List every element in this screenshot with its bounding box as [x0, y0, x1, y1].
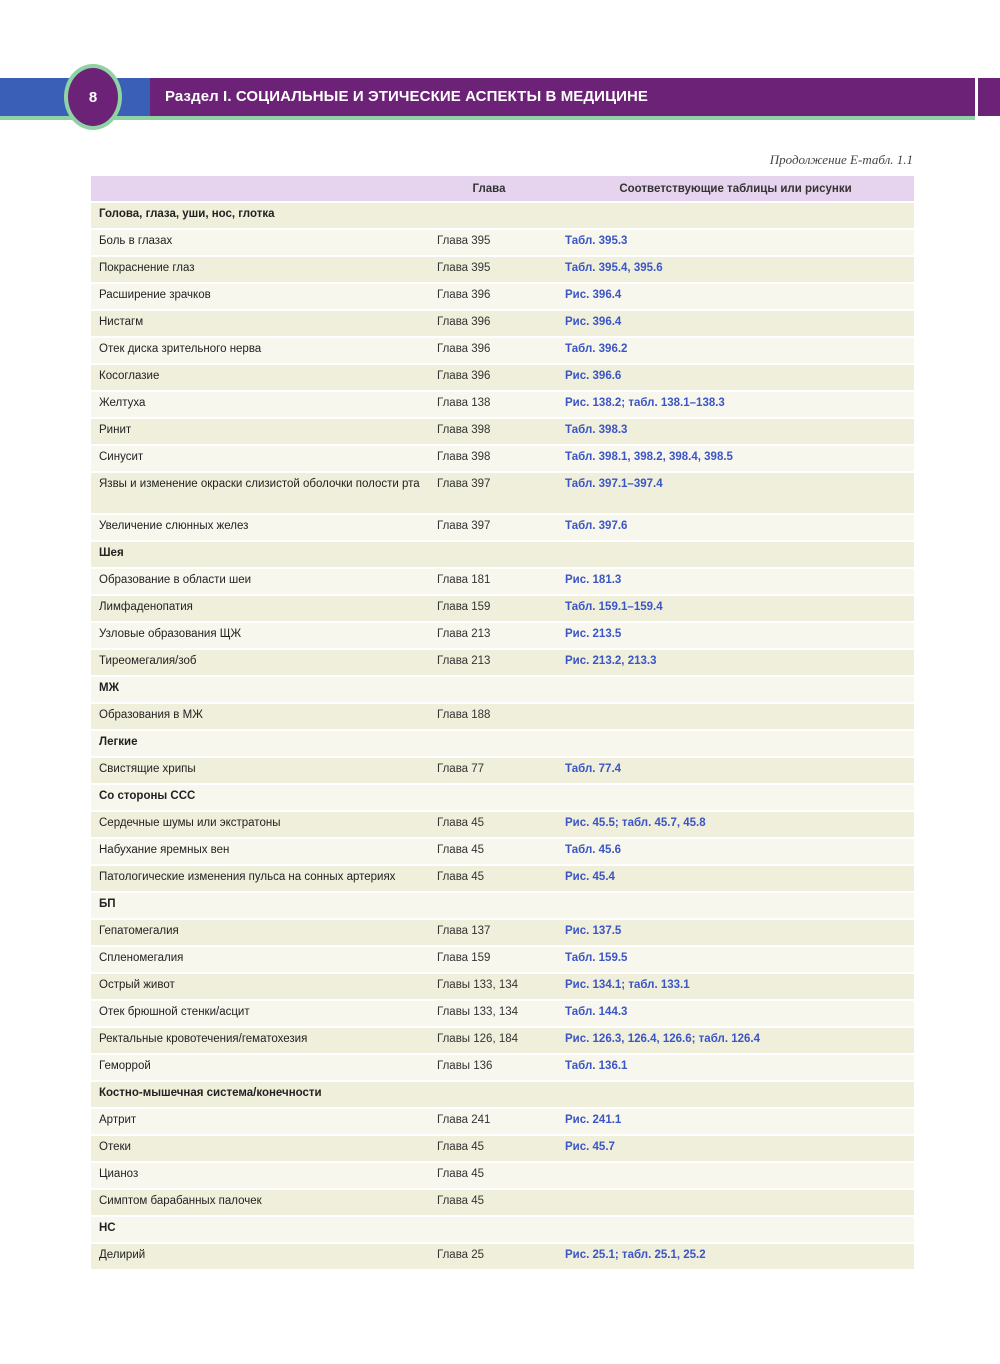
- table-row: [91, 1028, 914, 1053]
- chapter-cell: Глава 45: [429, 1190, 557, 1215]
- symptom-cell: Цианоз: [91, 1163, 429, 1188]
- chapter-cell: Глава 395: [429, 230, 557, 255]
- table-row: [91, 704, 914, 729]
- chapter-cell: Глава 396: [429, 365, 557, 390]
- column-header-chapter: Глава: [429, 176, 557, 201]
- table-row: [91, 596, 914, 621]
- section-row: [91, 731, 914, 756]
- chapter-cell: Глава 138: [429, 392, 557, 417]
- section-label: НС: [91, 1217, 914, 1242]
- chapter-cell: Глава 45: [429, 839, 557, 864]
- symptom-cell: Расширение зрачков: [91, 284, 429, 309]
- chapter-cell: Глава 45: [429, 812, 557, 837]
- table-body: [91, 203, 914, 1269]
- references-cell: Табл. 136.1: [557, 1055, 914, 1080]
- section-row: [91, 785, 914, 810]
- table-row: [91, 812, 914, 837]
- chapter-cell: Глава 45: [429, 1136, 557, 1161]
- symptom-cell: Набухание яремных вен: [91, 839, 429, 864]
- section-label: Со стороны ССС: [91, 785, 914, 810]
- table-row: [91, 569, 914, 594]
- symptom-cell: Патологические изменения пульса на сонных артериях: [91, 866, 429, 891]
- symptom-cell: Ринит: [91, 419, 429, 444]
- chapter-cell: Глава 77: [429, 758, 557, 783]
- chapter-cell: Глава 398: [429, 419, 557, 444]
- chapter-cell: Глава 397: [429, 515, 557, 540]
- table-row: [91, 284, 914, 309]
- section-label: Голова, глаза, уши, нос, глотка: [91, 203, 914, 228]
- section-row: [91, 893, 914, 918]
- references-cell: Рис. 396.4: [557, 284, 914, 309]
- table-row: [91, 257, 914, 282]
- references-cell: Рис. 126.3, 126.4, 126.6; табл. 126.4: [557, 1028, 914, 1053]
- chapter-cell: Глава 159: [429, 947, 557, 972]
- references-cell: Рис. 45.4: [557, 866, 914, 891]
- chapter-cell: Глава 396: [429, 338, 557, 363]
- references-cell: Рис. 25.1; табл. 25.1, 25.2: [557, 1244, 914, 1269]
- table-row: [91, 515, 914, 540]
- table-row: [91, 839, 914, 864]
- table-caption: Продолжение E-табл. 1.1: [769, 152, 913, 167]
- symptom-cell: Образование в области шеи: [91, 569, 429, 594]
- symptom-cell: Гепатомегалия: [91, 920, 429, 945]
- symptom-cell: Увеличение слюнных желез: [91, 515, 429, 540]
- chapter-cell: Главы 133, 134: [429, 1001, 557, 1026]
- table-row: [91, 650, 914, 675]
- symptom-cell: Тиреомегалия/зоб: [91, 650, 429, 675]
- symptom-cell: Отек брюшной стенки/асцит: [91, 1001, 429, 1026]
- chapter-cell: Главы 133, 134: [429, 974, 557, 999]
- symptom-cell: Косоглазие: [91, 365, 429, 390]
- references-cell: Рис. 396.6: [557, 365, 914, 390]
- table-row: [91, 1163, 914, 1188]
- table-row: [91, 623, 914, 648]
- symptom-cell: Покраснение глаз: [91, 257, 429, 282]
- references-cell: Рис. 396.4: [557, 311, 914, 336]
- table-row: [91, 419, 914, 444]
- section-row: [91, 1082, 914, 1107]
- chapter-cell: Глава 25: [429, 1244, 557, 1269]
- references-cell: [557, 1163, 914, 1188]
- table-row: [91, 1109, 914, 1134]
- references-cell: Табл. 395.4, 395.6: [557, 257, 914, 282]
- symptom-cell: Отеки: [91, 1136, 429, 1161]
- chapter-cell: Глава 398: [429, 446, 557, 471]
- symptom-cell: Нистагм: [91, 311, 429, 336]
- chapter-cell: Глава 396: [429, 311, 557, 336]
- table-row: [91, 230, 914, 255]
- references-cell: Табл. 45.6: [557, 839, 914, 864]
- header-divider: [975, 78, 978, 120]
- symptom-cell: Симптом барабанных палочек: [91, 1190, 429, 1215]
- references-cell: Табл. 398.3: [557, 419, 914, 444]
- section-label: Шея: [91, 542, 914, 567]
- table-row: [91, 866, 914, 891]
- chapter-cell: Глава 397: [429, 473, 557, 513]
- table-row: [91, 1190, 914, 1215]
- references-cell: Рис. 45.7: [557, 1136, 914, 1161]
- section-row: [91, 677, 914, 702]
- table-row: [91, 974, 914, 999]
- chapter-cell: Глава 396: [429, 284, 557, 309]
- references-cell: Табл. 396.2: [557, 338, 914, 363]
- chapter-cell: Глава 188: [429, 704, 557, 729]
- references-cell: Табл. 398.1, 398.2, 398.4, 398.5: [557, 446, 914, 471]
- chapter-cell: Глава 137: [429, 920, 557, 945]
- symptom-cell: Геморрой: [91, 1055, 429, 1080]
- symptom-cell: Спленомегалия: [91, 947, 429, 972]
- symptom-cell: Ректальные кровотечения/гематохезия: [91, 1028, 429, 1053]
- references-cell: Рис. 241.1: [557, 1109, 914, 1134]
- references-cell: Рис. 181.3: [557, 569, 914, 594]
- section-label: Легкие: [91, 731, 914, 756]
- references-cell: Рис. 45.5; табл. 45.7, 45.8: [557, 812, 914, 837]
- symptom-cell: Делирий: [91, 1244, 429, 1269]
- chapter-cell: Главы 126, 184: [429, 1028, 557, 1053]
- table-row: [91, 338, 914, 363]
- table-header-row: [91, 176, 914, 201]
- section-row: [91, 1217, 914, 1242]
- references-cell: Рис. 213.2, 213.3: [557, 650, 914, 675]
- chapter-cell: Глава 45: [429, 1163, 557, 1188]
- symptom-cell: Язвы и изменение окраски слизистой оболочки полости рта: [91, 473, 429, 513]
- table-row: [91, 311, 914, 336]
- references-cell: Рис. 213.5: [557, 623, 914, 648]
- symptom-cell: Сердечные шумы или экстратоны: [91, 812, 429, 837]
- table-row: [91, 392, 914, 417]
- references-cell: [557, 704, 914, 729]
- symptom-cell: Боль в глазах: [91, 230, 429, 255]
- table-row: [91, 1055, 914, 1080]
- header-underline: [0, 116, 975, 120]
- section-label: БП: [91, 893, 914, 918]
- chapter-cell: Глава 395: [429, 257, 557, 282]
- section-title: Раздел I. СОЦИАЛЬНЫЕ И ЭТИЧЕСКИЕ АСПЕКТЫ В МЕДИЦИНЕ: [165, 88, 649, 105]
- references-cell: [557, 1190, 914, 1215]
- chapter-cell: Глава 181: [429, 569, 557, 594]
- references-cell: Табл. 395.3: [557, 230, 914, 255]
- symptom-cell: Желтуха: [91, 392, 429, 417]
- symptom-cell: Синусит: [91, 446, 429, 471]
- table-row: [91, 947, 914, 972]
- references-cell: Табл. 397.1–397.4: [557, 473, 914, 513]
- chapter-cell: Глава 213: [429, 623, 557, 648]
- references-cell: Табл. 159.5: [557, 947, 914, 972]
- references-cell: Рис. 138.2; табл. 138.1–138.3: [557, 392, 914, 417]
- section-row: [91, 542, 914, 567]
- table-row: [91, 758, 914, 783]
- symptom-table: [91, 174, 914, 1271]
- symptom-cell: Узловые образования ЩЖ: [91, 623, 429, 648]
- references-cell: Рис. 137.5: [557, 920, 914, 945]
- table-row: [91, 473, 914, 513]
- symptom-cell: Лимфаденопатия: [91, 596, 429, 621]
- chapter-cell: Глава 45: [429, 866, 557, 891]
- table-row: [91, 1001, 914, 1026]
- references-cell: Табл. 144.3: [557, 1001, 914, 1026]
- column-header-symptom: [91, 176, 429, 201]
- references-cell: Табл. 397.6: [557, 515, 914, 540]
- table-row: [91, 1136, 914, 1161]
- chapter-cell: Главы 136: [429, 1055, 557, 1080]
- references-cell: Табл. 77.4: [557, 758, 914, 783]
- symptom-cell: Артрит: [91, 1109, 429, 1134]
- symptom-cell: Свистящие хрипы: [91, 758, 429, 783]
- symptom-cell: Образования в МЖ: [91, 704, 429, 729]
- table-row: [91, 920, 914, 945]
- table-row: [91, 1244, 914, 1269]
- chapter-cell: Глава 241: [429, 1109, 557, 1134]
- column-header-references: Соответствующие таблицы или рисунки: [557, 176, 914, 201]
- page-number: 8: [64, 64, 122, 130]
- references-cell: Табл. 159.1–159.4: [557, 596, 914, 621]
- chapter-cell: Глава 213: [429, 650, 557, 675]
- section-row: [91, 203, 914, 228]
- table-row: [91, 446, 914, 471]
- chapter-cell: Глава 159: [429, 596, 557, 621]
- references-cell: Рис. 134.1; табл. 133.1: [557, 974, 914, 999]
- table-row: [91, 365, 914, 390]
- section-label: Костно-мышечная система/конечности: [91, 1082, 914, 1107]
- section-label: МЖ: [91, 677, 914, 702]
- symptom-cell: Отек диска зрительного нерва: [91, 338, 429, 363]
- symptom-cell: Острый живот: [91, 974, 429, 999]
